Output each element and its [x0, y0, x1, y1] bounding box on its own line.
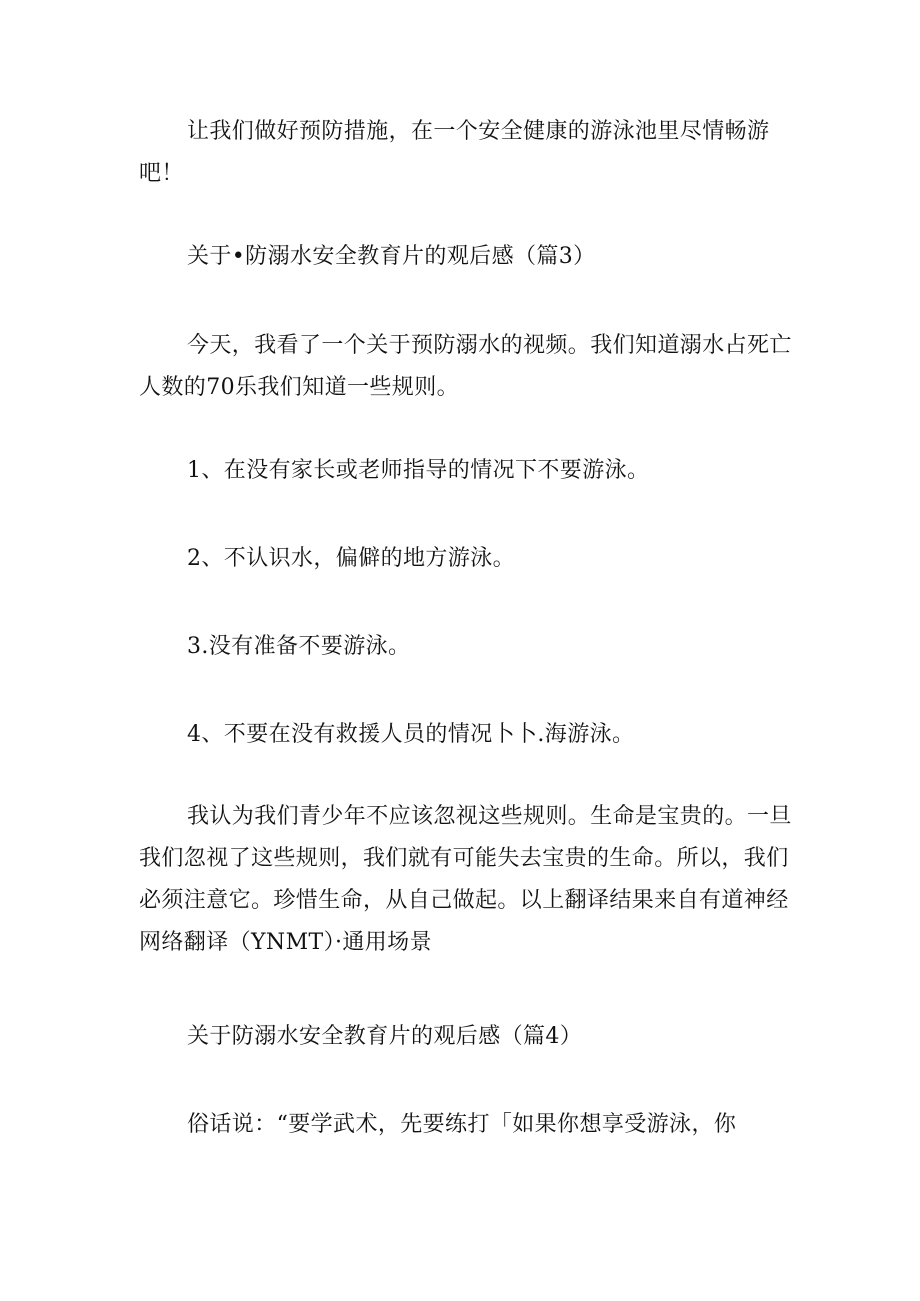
paragraph-intro: 今天，我看了一个关于预防溺水的视频。我们知道溺水占死亡人数的70乐我们知道一些规则。	[139, 333, 792, 400]
rule-item-4: 4、不要在没有救援人员的情况卜卜.海游泳。	[187, 722, 635, 747]
paragraph-proverb: 俗话说：“要学武术，先要练打「如果你想享受游泳，你	[187, 1112, 737, 1137]
paragraph-closing: 让我们做好预防措施，在一个安全健康的游泳池里尽情畅游吧！	[139, 119, 770, 186]
paragraph-conclusion: 我认为我们青少年不应该忽视这些规则。生命是宝贵的。一旦我们忽视了这些规则，我们就有可能失去宝贵的生命。所以，我们必须注意它。珍惜生命，从自己做起。以上翻译结果来自有道神经网络翻译（YNMT）·通用场景	[139, 804, 792, 955]
rule-item-3: 3.没有准备不要游泳。	[187, 634, 411, 659]
rule-item-2: 2、不认识水，偏僻的地方游泳。	[187, 546, 515, 571]
rule-item-1: 1、在没有家长或老师指导的情况下不要游泳。	[187, 458, 650, 483]
section-heading-4: 关于防溺水安全教育片的观后感（篇4）	[187, 1024, 583, 1049]
section-heading-3: 关于•防溺水安全教育片的观后感（篇3）	[187, 244, 596, 269]
